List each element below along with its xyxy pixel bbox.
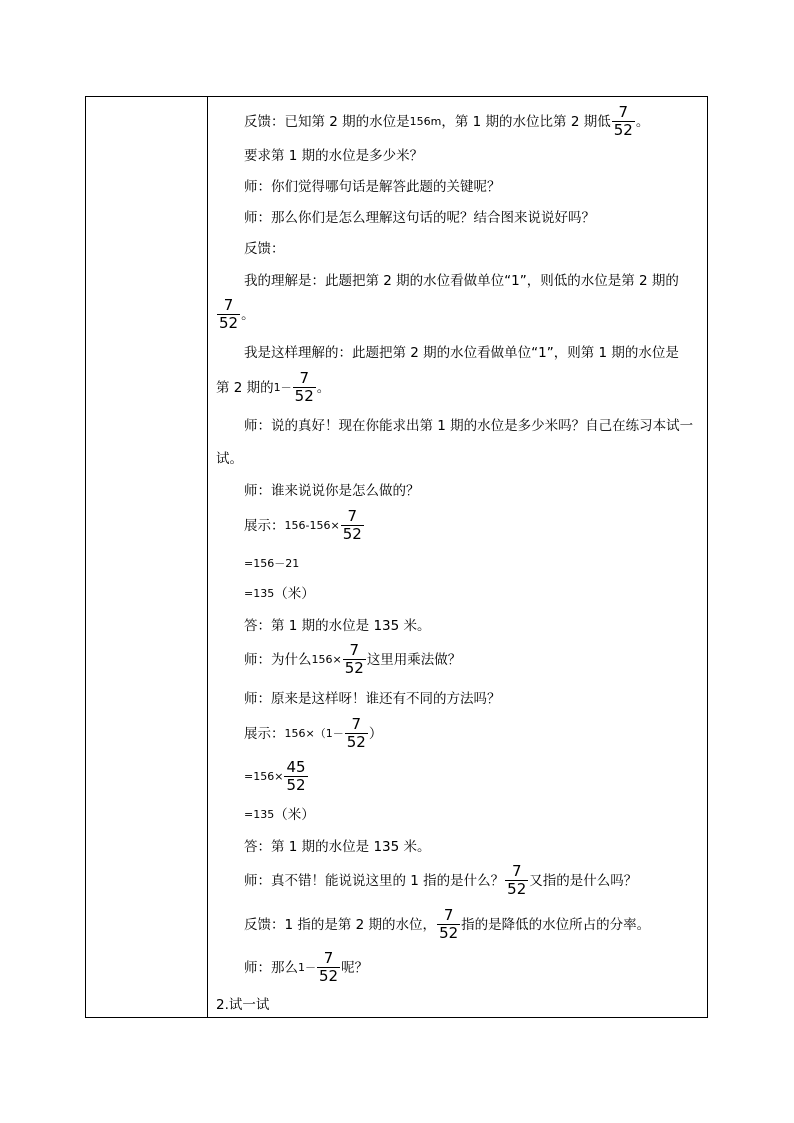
text-line	[244, 272, 679, 290]
text-line	[244, 617, 431, 635]
text-line	[244, 104, 649, 139]
fraction	[284, 759, 307, 794]
text: 我是这样理解的：此题把第 2 期的水位看做单位“1”，则第 1 期的水位是	[244, 345, 679, 361]
text-line	[244, 806, 315, 824]
text: 师：你们觉得哪句话是解答此题的关键呢？	[244, 179, 501, 195]
text: ，第 1 期的水位比第 2 期低	[441, 113, 611, 130]
fraction-numerator: 7	[347, 507, 357, 525]
text: 反馈：已知第 2 期的水位是	[244, 113, 410, 130]
text: 答：第 1 期的水位是 135 米。	[244, 839, 431, 855]
text-line	[244, 209, 595, 227]
text: ）	[368, 725, 383, 742]
fraction	[612, 104, 635, 139]
text: 呢？	[341, 959, 369, 976]
text-line	[244, 178, 501, 196]
fraction	[317, 950, 340, 985]
fraction-numerator: 7	[223, 296, 234, 314]
fraction-numerator: 7	[618, 103, 629, 121]
fraction-denominator: 52	[507, 880, 527, 898]
text: 我的理解是：此题把第 2 期的水位看做单位“1”，则低的水位是第 2 期的	[244, 273, 679, 289]
fraction-denominator: 52	[613, 121, 633, 139]
fraction-denominator: 52	[219, 314, 239, 332]
text: 要求第 1 期的水位是多少米？	[244, 148, 424, 164]
text: 师：为什么	[244, 651, 312, 668]
text: 师：那么你们是怎么理解这句话的呢？结合图来说说好吗？	[244, 210, 595, 226]
text-line	[244, 417, 693, 435]
text: 。	[635, 113, 650, 130]
text: 师：真不错！能说说这里的 1 指的是什么？	[244, 872, 505, 889]
text: 又指的是什么吗？	[529, 872, 638, 889]
text-line	[244, 716, 382, 751]
fraction-denominator: 52	[346, 733, 366, 751]
text: =135	[244, 808, 275, 821]
text-line	[216, 297, 255, 332]
text: 这里用乘法做？	[366, 651, 462, 668]
text: 。	[241, 306, 255, 323]
text: 答：第 1 期的水位是 135 米。	[244, 618, 431, 634]
text-line	[244, 508, 365, 543]
text: 展示：	[244, 517, 285, 534]
text: 展示：	[244, 725, 285, 742]
fraction	[293, 370, 316, 405]
text-line	[244, 555, 299, 573]
text-line	[216, 370, 330, 405]
lesson-table	[85, 96, 708, 1018]
text: 试。	[216, 451, 243, 467]
fraction-numerator: 7	[511, 862, 522, 880]
text: 156-156×	[284, 518, 340, 532]
fraction	[345, 716, 368, 751]
fraction-denominator: 52	[286, 776, 306, 794]
fraction-denominator: 52	[294, 387, 314, 405]
fraction	[217, 297, 240, 332]
fraction-numerator: 7	[443, 906, 454, 924]
text-line	[244, 690, 501, 708]
text-line	[216, 450, 243, 468]
fraction-denominator: 52	[342, 525, 362, 543]
text: 。	[316, 379, 331, 396]
text-line	[244, 863, 637, 898]
text: 2.试一试	[216, 997, 270, 1013]
text-line	[244, 950, 368, 985]
fraction-numerator: 7	[323, 949, 334, 967]
text-line	[244, 838, 431, 856]
text: 师：那么	[244, 959, 298, 976]
fraction-numerator: 7	[351, 715, 362, 733]
text: 156m	[409, 114, 442, 128]
text: 师：原来是这样呀！谁还有不同的方法吗？	[244, 691, 501, 707]
text-line	[244, 147, 423, 165]
text: 师：说的真好！现在你能求出第 1 期的水位是多少米吗？自己在练习本试一	[244, 418, 694, 434]
text: =156×	[244, 769, 284, 783]
text: 反馈：1 指的是第 2 期的水位，	[244, 916, 437, 933]
text-line	[244, 585, 315, 603]
text-line	[244, 344, 679, 362]
fraction-denominator: 52	[319, 967, 339, 985]
text-line	[244, 240, 285, 258]
text: =135	[244, 587, 275, 600]
fraction-denominator: 52	[344, 659, 364, 677]
text: 指的是降低的水位所占的分率。	[461, 916, 651, 933]
text: 第 2 期的	[216, 379, 274, 396]
text: 师：谁来说说你是怎么做的？	[244, 483, 420, 499]
text-line	[244, 907, 650, 942]
text: （米）	[274, 586, 315, 602]
fraction-denominator: 52	[439, 924, 459, 942]
section-heading	[216, 996, 269, 1014]
fraction	[505, 863, 528, 898]
text: 1－	[273, 380, 292, 394]
text: 156×（1－	[284, 726, 344, 740]
fraction-numerator: 7	[299, 369, 309, 387]
fraction	[437, 907, 460, 942]
lesson-content-cell	[208, 97, 707, 1017]
text: 156×	[311, 652, 342, 666]
text: =156－21	[244, 557, 300, 570]
fraction	[341, 508, 364, 543]
text-line	[244, 642, 461, 677]
text-line	[244, 759, 309, 794]
text: （米）	[274, 807, 315, 823]
text: 反馈：	[244, 241, 285, 257]
fraction-numerator: 7	[349, 641, 360, 659]
fraction-numerator: 45	[286, 758, 306, 776]
text-line	[244, 482, 420, 500]
text: 1－	[298, 960, 316, 974]
fraction	[343, 642, 366, 677]
